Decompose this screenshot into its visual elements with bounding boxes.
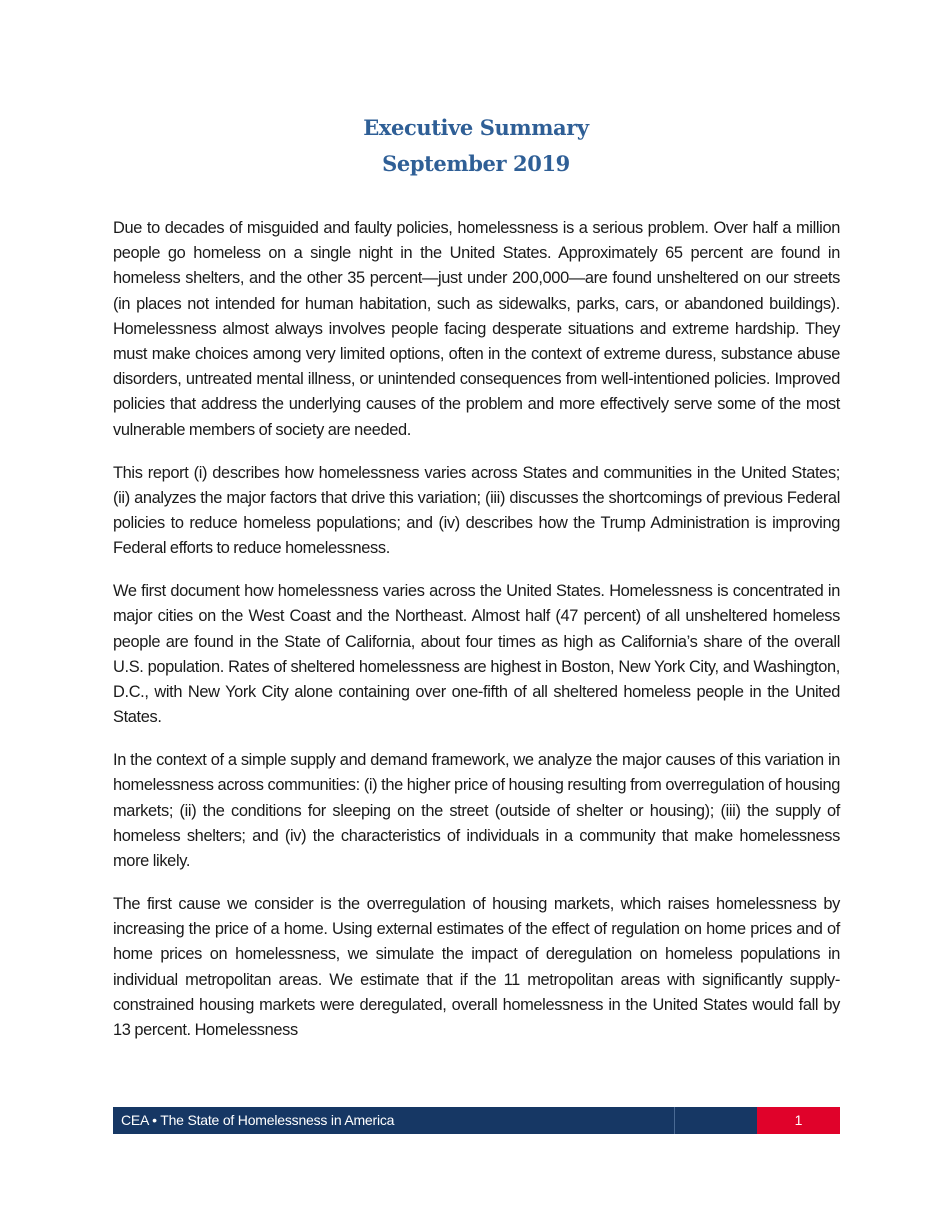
paragraph-report-overview: This report (i) describes how homelessness varies across States and communities in the United States; (ii) analyzes the major factors that drive this variation; (iii) discusses the shortcomings of previous Federal policies to reduce homeless populations; and (iv) describes how the Trump Administration is improving Federal efforts to reduce homelessness. — [113, 463, 840, 558]
page-date: September 2019 — [382, 151, 570, 176]
body-text — [113, 216, 840, 1061]
footer-spacer — [675, 1107, 757, 1134]
page-title: Executive Summary — [363, 115, 589, 140]
page-footer — [113, 1107, 840, 1134]
title-block — [0, 110, 952, 182]
paragraph-causes-framework: In the context of a simple supply and demand framework, we analyze the major causes of this variation in homelessness across communities: (i) the higher price of housing resulting from overregulation of housing markets; (ii) the conditions for sleeping on the street (outside of shelter or housing); (iii) the supply of homeless shelters; and (iv) the characteristics of individuals in a community that make homelessness more likely. — [113, 751, 840, 871]
paragraph-overregulation: The first cause we consider is the overregulation of housing markets, which raises homelessness by increasing the price of a home. Using external estimates of the effect of regulation on home prices and of home prices on homelessness, we simulate the impact of deregulation on homeless populations in individual metropolitan areas. We estimate that if the 11 metropolitan areas with significantly supply-constrained housing markets were deregulated, overall homelessness in the United States would fall by 13 percent. Homelessness — [113, 895, 840, 1040]
footer-title: CEA • The State of Homelessness in America — [113, 1107, 675, 1134]
page-number: 1 — [757, 1107, 840, 1134]
paragraph-intro: Due to decades of misguided and faulty policies, homelessness is a serious problem. Over half a million people go homeless on a single night in the United States. Approximately 65 percent are found in homeless shelters, and the other 35 percent—just under 200,000—are found unsheltered on our streets (in places not intended for human habitation, such as sidewalks, parks, cars, or abandoned buildings). Homelessness almost always involves people facing desperate situations and extreme hardship. They must make choices among very limited options, often in the context of extreme duress, substance abuse disorders, untreated mental illness, or unintended consequences from well-intentioned policies. Improved policies that address the underlying causes of the problem and more effectively serve some of the most vulnerable members of society are needed. — [113, 219, 840, 439]
paragraph-geographic-variation: We first document how homelessness varies across the United States. Homelessness is concentrated in major cities on the West Coast and the Northeast. Almost half (47 percent) of all unsheltered homeless people are found in the State of California, about four times as high as California’s share of the overall U.S. population. Rates of sheltered homelessness are highest in Boston, New York City, and Washington, D.C., with New York City alone containing over one-fifth of all sheltered homeless people in the United States. — [113, 582, 840, 727]
